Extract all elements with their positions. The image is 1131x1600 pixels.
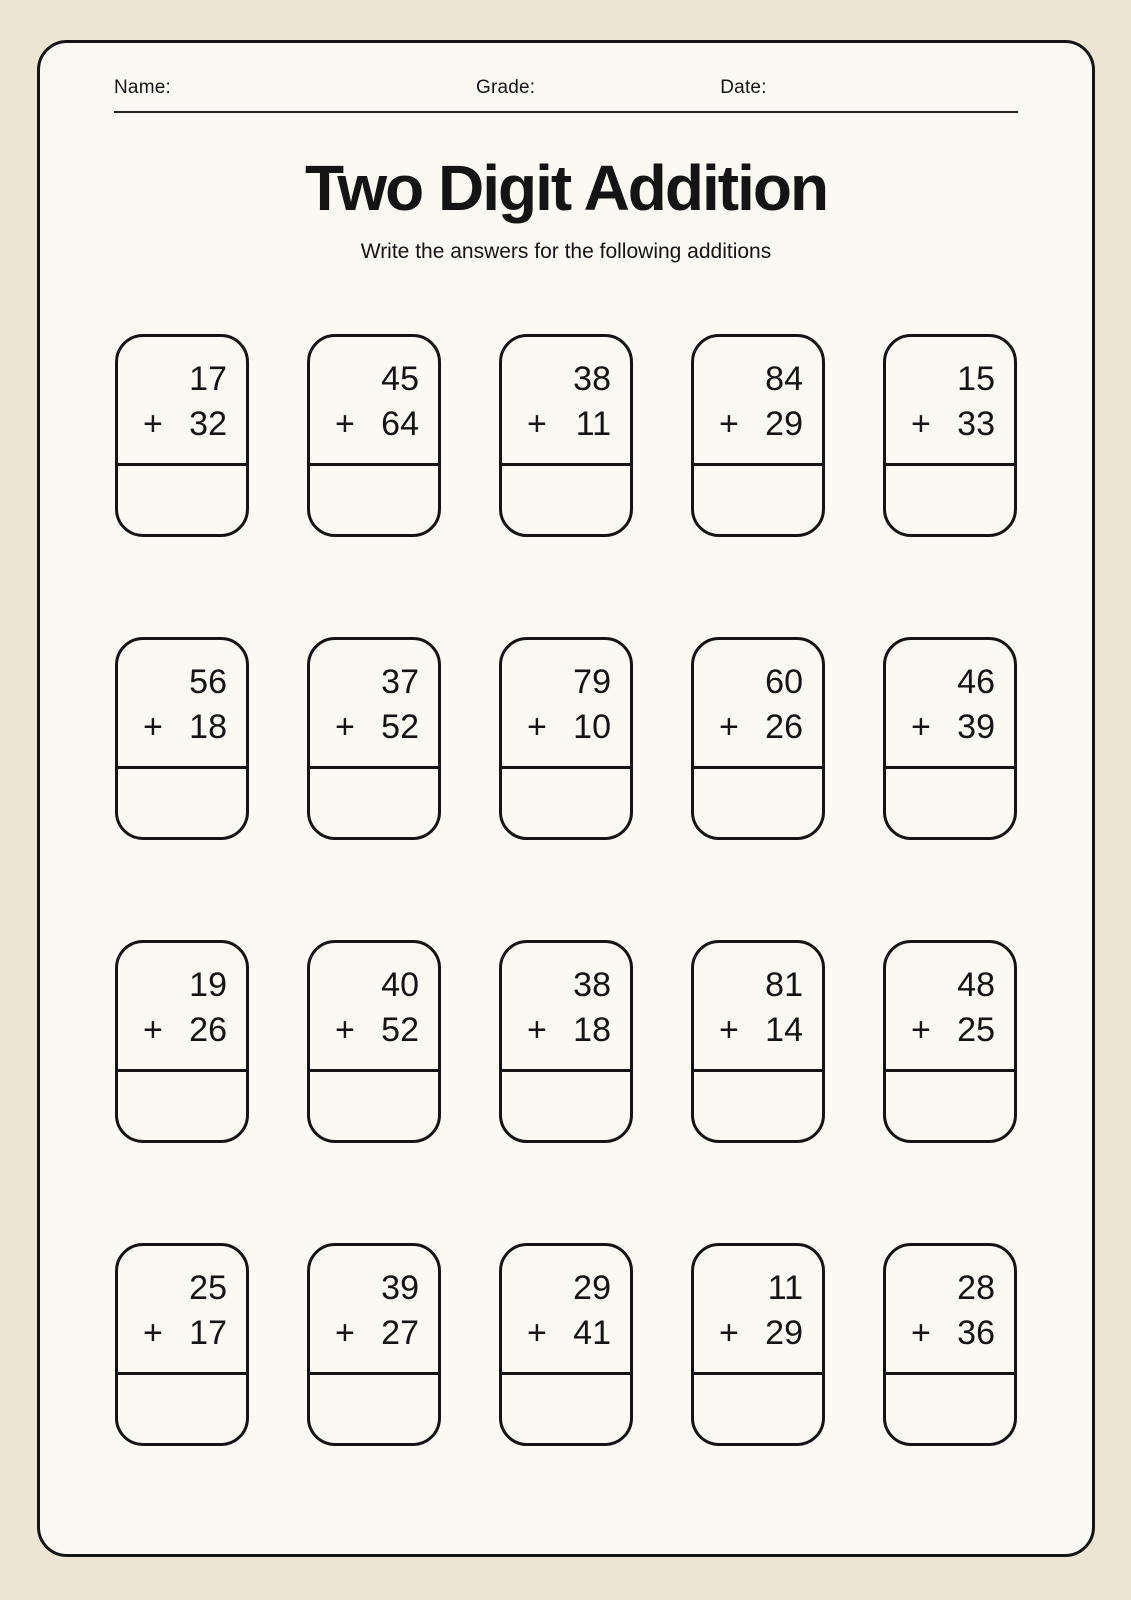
second-addend-line bbox=[719, 705, 803, 750]
addition-card bbox=[115, 940, 249, 1143]
problem-area bbox=[118, 1246, 246, 1375]
second-addend-line bbox=[335, 1008, 419, 1053]
grade-field-label: Grade: bbox=[475, 77, 536, 98]
addition-card bbox=[691, 637, 825, 840]
first-addend: 17 bbox=[189, 360, 227, 399]
problem-area bbox=[502, 943, 630, 1072]
second-addend: 32 bbox=[189, 405, 227, 444]
addition-card bbox=[307, 940, 441, 1143]
page-title: Two Digit Addition bbox=[304, 152, 828, 224]
date-blank[interactable] bbox=[767, 77, 987, 99]
second-addend-line bbox=[143, 402, 227, 447]
problem-area bbox=[310, 943, 438, 1072]
second-addend: 10 bbox=[573, 708, 611, 747]
worksheet-page bbox=[37, 40, 1095, 1557]
plus-operator: + bbox=[143, 1314, 163, 1353]
second-addend-line bbox=[719, 402, 803, 447]
plus-operator: + bbox=[911, 1314, 931, 1353]
page-subtitle: Write the answers for the following additions bbox=[360, 240, 772, 264]
first-addend: 15 bbox=[957, 360, 995, 399]
second-addend-line bbox=[527, 402, 611, 447]
first-addend: 56 bbox=[189, 663, 227, 702]
answer-box[interactable] bbox=[886, 1072, 1014, 1140]
answer-box[interactable] bbox=[886, 466, 1014, 534]
second-addend: 18 bbox=[189, 708, 227, 747]
second-addend-line bbox=[911, 402, 995, 447]
answer-box[interactable] bbox=[694, 1072, 822, 1140]
name-field-label: Name: bbox=[114, 77, 171, 98]
answer-box[interactable] bbox=[502, 466, 630, 534]
first-addend: 84 bbox=[765, 360, 803, 399]
addition-card bbox=[115, 334, 249, 537]
first-addend: 60 bbox=[765, 663, 803, 702]
answer-box[interactable] bbox=[694, 466, 822, 534]
second-addend: 36 bbox=[957, 1314, 995, 1353]
plus-operator: + bbox=[527, 1011, 547, 1050]
name-field bbox=[114, 77, 476, 99]
second-addend: 26 bbox=[189, 1011, 227, 1050]
addition-card bbox=[691, 1243, 825, 1446]
grade-field bbox=[476, 77, 720, 99]
problem-area bbox=[694, 640, 822, 769]
addition-card bbox=[691, 940, 825, 1143]
second-addend: 29 bbox=[765, 405, 803, 444]
second-addend-line bbox=[911, 705, 995, 750]
first-addend: 48 bbox=[957, 966, 995, 1005]
addition-card bbox=[499, 940, 633, 1143]
plus-operator: + bbox=[143, 708, 163, 747]
problem-area bbox=[118, 943, 246, 1072]
answer-box[interactable] bbox=[886, 1375, 1014, 1443]
plus-operator: + bbox=[911, 1011, 931, 1050]
problem-area bbox=[694, 337, 822, 466]
second-addend: 64 bbox=[381, 405, 419, 444]
plus-operator: + bbox=[911, 708, 931, 747]
addition-card bbox=[883, 940, 1017, 1143]
second-addend: 41 bbox=[573, 1314, 611, 1353]
answer-box[interactable] bbox=[118, 1072, 246, 1140]
answer-box[interactable] bbox=[310, 769, 438, 837]
plus-operator: + bbox=[143, 405, 163, 444]
answer-box[interactable] bbox=[502, 769, 630, 837]
second-addend-line bbox=[335, 402, 419, 447]
answer-box[interactable] bbox=[310, 1072, 438, 1140]
second-addend: 17 bbox=[189, 1314, 227, 1353]
addition-card bbox=[115, 637, 249, 840]
addition-card bbox=[307, 334, 441, 537]
problem-area bbox=[310, 640, 438, 769]
addition-card bbox=[883, 1243, 1017, 1446]
problem-area bbox=[502, 1246, 630, 1375]
problems-grid bbox=[40, 334, 1092, 1446]
first-addend: 79 bbox=[573, 663, 611, 702]
addition-card bbox=[499, 1243, 633, 1446]
second-addend: 25 bbox=[957, 1011, 995, 1050]
first-addend: 38 bbox=[573, 360, 611, 399]
grade-blank[interactable] bbox=[535, 77, 720, 99]
plus-operator: + bbox=[719, 405, 739, 444]
problem-area bbox=[310, 337, 438, 466]
second-addend-line bbox=[719, 1008, 803, 1053]
answer-box[interactable] bbox=[694, 1375, 822, 1443]
header-row bbox=[114, 77, 1018, 113]
first-addend: 37 bbox=[381, 663, 419, 702]
second-addend-line bbox=[335, 1311, 419, 1356]
plus-operator: + bbox=[335, 1011, 355, 1050]
plus-operator: + bbox=[719, 708, 739, 747]
first-addend: 29 bbox=[573, 1269, 611, 1308]
addition-card bbox=[883, 334, 1017, 537]
name-blank[interactable] bbox=[171, 77, 476, 99]
first-addend: 19 bbox=[189, 966, 227, 1005]
first-addend: 28 bbox=[957, 1269, 995, 1308]
first-addend: 81 bbox=[765, 966, 803, 1005]
answer-box[interactable] bbox=[310, 466, 438, 534]
problem-area bbox=[694, 943, 822, 1072]
first-addend: 25 bbox=[189, 1269, 227, 1308]
problem-area bbox=[886, 1246, 1014, 1375]
answer-box[interactable] bbox=[118, 1375, 246, 1443]
plus-operator: + bbox=[335, 1314, 355, 1353]
addition-card bbox=[499, 637, 633, 840]
first-addend: 38 bbox=[573, 966, 611, 1005]
second-addend-line bbox=[719, 1311, 803, 1356]
addition-card bbox=[307, 637, 441, 840]
problem-area bbox=[118, 337, 246, 466]
first-addend: 46 bbox=[957, 663, 995, 702]
second-addend-line bbox=[143, 1008, 227, 1053]
plus-operator: + bbox=[719, 1314, 739, 1353]
plus-operator: + bbox=[719, 1011, 739, 1050]
addition-card bbox=[115, 1243, 249, 1446]
plus-operator: + bbox=[527, 708, 547, 747]
problem-area bbox=[118, 640, 246, 769]
second-addend-line bbox=[527, 1008, 611, 1053]
answer-box[interactable] bbox=[310, 1375, 438, 1443]
plus-operator: + bbox=[335, 708, 355, 747]
second-addend: 11 bbox=[575, 405, 611, 444]
problem-area bbox=[502, 640, 630, 769]
addition-card bbox=[307, 1243, 441, 1446]
plus-operator: + bbox=[143, 1011, 163, 1050]
problem-area bbox=[310, 1246, 438, 1375]
addition-card bbox=[883, 637, 1017, 840]
first-addend: 39 bbox=[381, 1269, 419, 1308]
first-addend: 45 bbox=[381, 360, 419, 399]
second-addend-line bbox=[335, 705, 419, 750]
second-addend-line bbox=[527, 1311, 611, 1356]
problem-area bbox=[502, 337, 630, 466]
second-addend: 27 bbox=[381, 1314, 419, 1353]
answer-box[interactable] bbox=[502, 1072, 630, 1140]
second-addend: 29 bbox=[765, 1314, 803, 1353]
problem-area bbox=[886, 640, 1014, 769]
plus-operator: + bbox=[911, 405, 931, 444]
second-addend: 26 bbox=[765, 708, 803, 747]
addition-card bbox=[691, 334, 825, 537]
problem-area bbox=[886, 943, 1014, 1072]
date-field bbox=[720, 77, 986, 99]
first-addend: 40 bbox=[381, 966, 419, 1005]
answer-box[interactable] bbox=[118, 466, 246, 534]
first-addend: 11 bbox=[767, 1269, 803, 1308]
second-addend: 39 bbox=[957, 708, 995, 747]
plus-operator: + bbox=[335, 405, 355, 444]
second-addend-line bbox=[143, 1311, 227, 1356]
plus-operator: + bbox=[527, 405, 547, 444]
second-addend: 52 bbox=[381, 1011, 419, 1050]
second-addend-line bbox=[143, 705, 227, 750]
answer-box[interactable] bbox=[502, 1375, 630, 1443]
plus-operator: + bbox=[527, 1314, 547, 1353]
second-addend: 14 bbox=[765, 1011, 803, 1050]
second-addend-line bbox=[911, 1311, 995, 1356]
answer-box[interactable] bbox=[118, 769, 246, 837]
answer-box[interactable] bbox=[886, 769, 1014, 837]
second-addend: 33 bbox=[957, 405, 995, 444]
addition-card bbox=[499, 334, 633, 537]
second-addend: 52 bbox=[381, 708, 419, 747]
answer-box[interactable] bbox=[694, 769, 822, 837]
second-addend-line bbox=[527, 705, 611, 750]
problem-area bbox=[886, 337, 1014, 466]
second-addend-line bbox=[911, 1008, 995, 1053]
second-addend: 18 bbox=[573, 1011, 611, 1050]
problem-area bbox=[694, 1246, 822, 1375]
date-field-label: Date: bbox=[720, 77, 767, 98]
